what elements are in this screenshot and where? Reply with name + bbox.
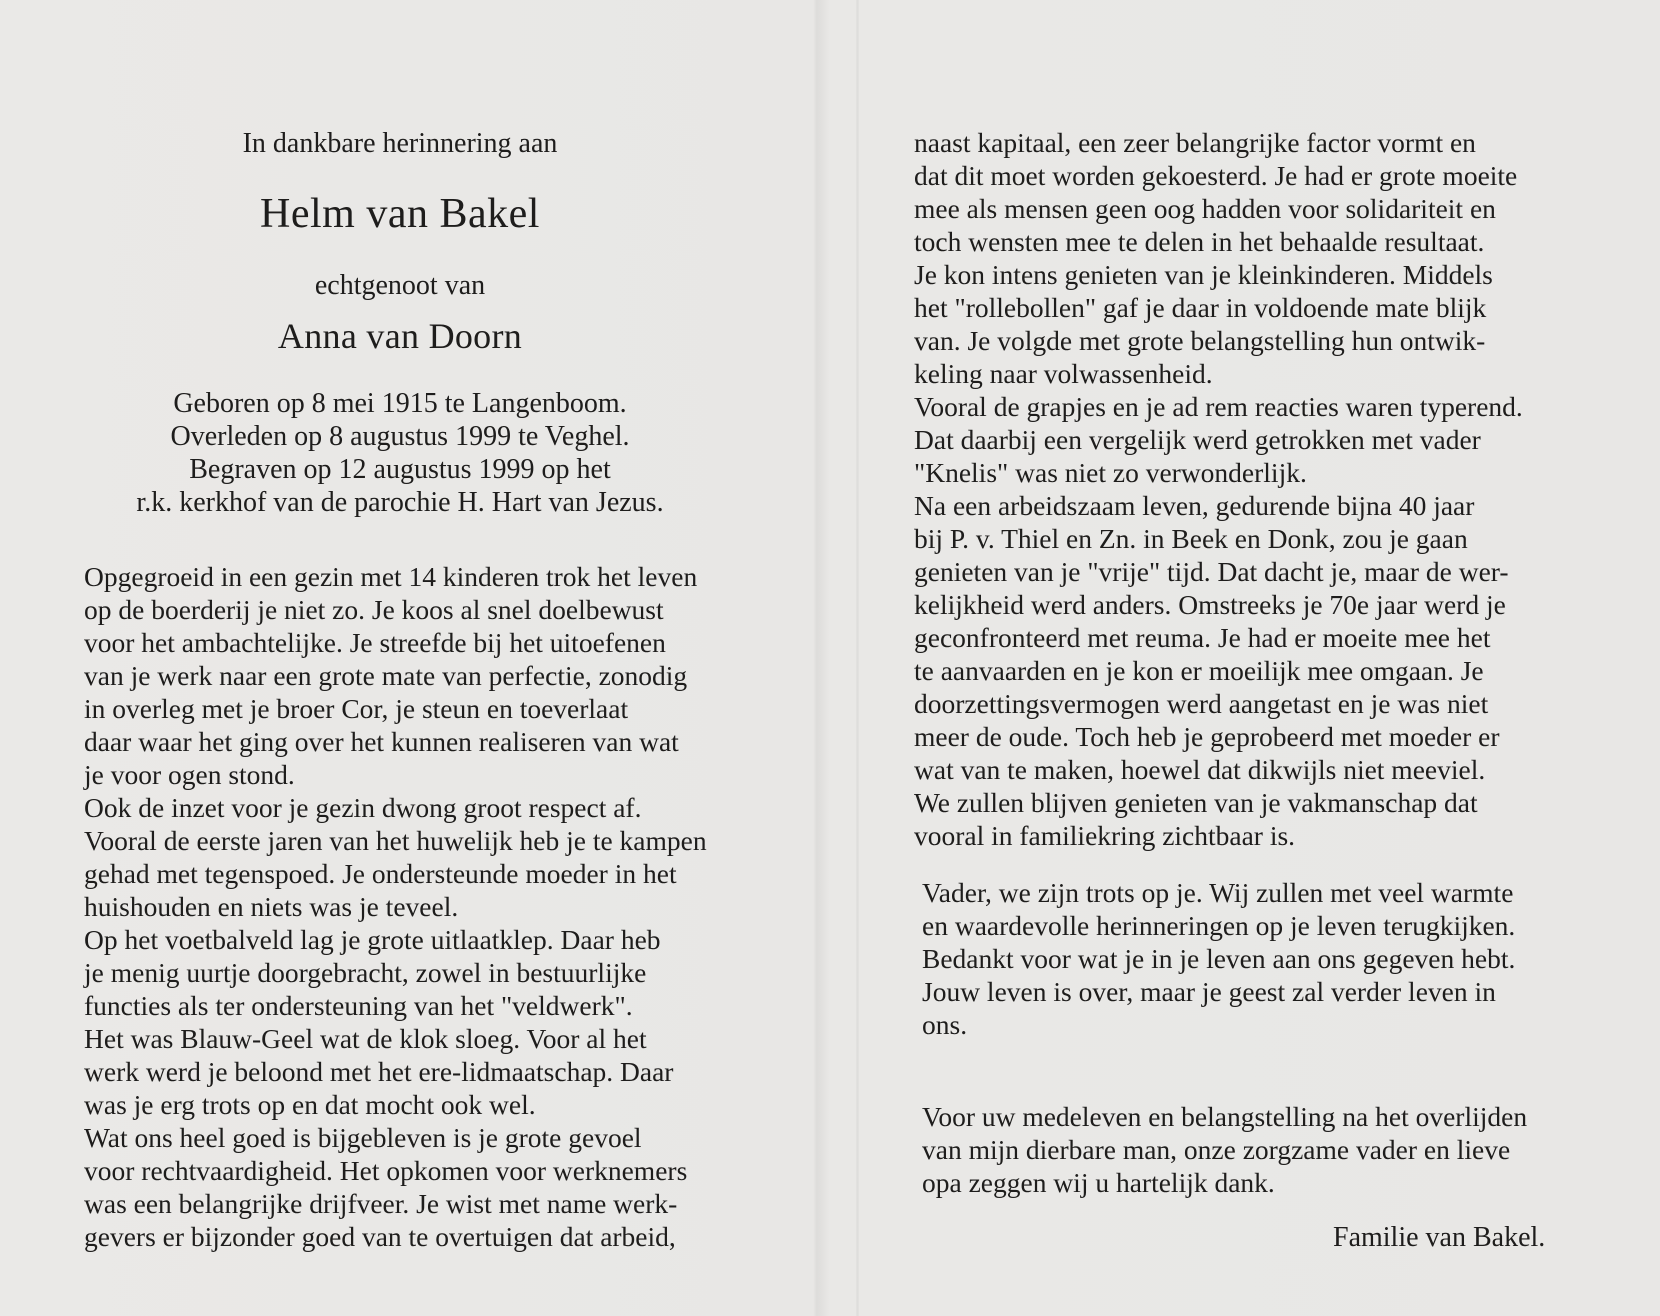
text-line: Na een arbeidszaam leven, gedurende bijna 40 jaar <box>914 490 1475 521</box>
life-facts <box>0 387 800 519</box>
text-line: bij P. v. Thiel en Zn. in Beek en Donk, zou je gaan <box>914 523 1468 554</box>
text-line: dat dit moet worden gekoesterd. Je had er grote moeite <box>914 160 1518 191</box>
spouse-name: Anna van Doorn <box>277 316 523 356</box>
intro-text: In dankbare herinnering aan <box>242 128 558 159</box>
death-line: Overleden op 8 augustus 1999 te Veghel. <box>170 421 630 452</box>
text-line: ons. <box>922 1009 968 1040</box>
text-line: toch wensten mee te delen in het behaalde resultaat. <box>914 226 1485 257</box>
text-line: gevers er bijzonder goed van te overtuigen dat arbeid, <box>84 1221 676 1252</box>
text-line: Vooral de eerste jaren van het huwelijk heb je te kampen <box>84 825 707 856</box>
text-line: in overleg met je broer Cor, je steun en toeverlaat <box>84 693 629 724</box>
biography-left <box>84 560 707 1253</box>
text-line: Bedankt voor wat je in je leven aan ons gegeven hebt. <box>922 943 1516 974</box>
text-line: was je erg trots op en dat mocht ook wel. <box>84 1089 536 1120</box>
thank-you-message <box>922 1100 1527 1199</box>
closing-message <box>922 876 1515 1041</box>
text-line: Het was Blauw-Geel wat de klok sloeg. Voor al het <box>84 1023 647 1054</box>
text-line: Vooral de grapjes en je ad rem reacties waren typerend. <box>914 391 1523 422</box>
text-line: huishouden en niets was je teveel. <box>84 891 459 922</box>
text-line: kelijkheid werd anders. Omstreeks je 70e jaar werd je <box>914 589 1506 620</box>
deceased-name: Helm van Bakel <box>260 191 540 237</box>
text-line: voor rechtvaardigheid. Het opkomen voor werknemers <box>84 1155 688 1186</box>
text-line: geconfronteerd met reuma. Je had er moeite mee het <box>914 622 1491 653</box>
text-line: was een belangrijke drijfveer. Je wist met name werk- <box>84 1188 678 1219</box>
text-line: Opgegroeid in een gezin met 14 kinderen trok het leven <box>84 561 698 592</box>
text-line: naast kapitaal, een zeer belangrijke factor vormt en <box>914 127 1476 158</box>
text-line: het "rollebollen" gaf je daar in voldoende mate blijk <box>914 292 1487 323</box>
text-line: keling naar volwassenheid. <box>914 358 1213 389</box>
text-line: je voor ogen stond. <box>84 759 295 790</box>
text-line: op de boerderij je niet zo. Je koos al snel doelbewust <box>84 594 664 625</box>
text-line: je menig uurtje doorgebracht, zowel in bestuurlijke <box>84 957 647 988</box>
text-line: doorzettingsvermogen werd aangetast en je was niet <box>914 688 1489 719</box>
text-line: Voor uw medeleven en belangstelling na het overlijden <box>922 1101 1528 1132</box>
text-line: mee als mensen geen oog hadden voor solidariteit en <box>914 193 1496 224</box>
text-line: van je werk naar een grote mate van perfectie, zonodig <box>84 660 688 691</box>
text-line: opa zeggen wij u hartelijk dank. <box>922 1167 1275 1198</box>
text-line: Vader, we zijn trots op je. Wij zullen met veel warmte <box>922 877 1514 908</box>
text-line: Wat ons heel goed is bijgebleven is je grote gevoel <box>84 1122 642 1153</box>
text-line: "Knelis" was niet zo verwonderlijk. <box>914 457 1307 488</box>
text-line: gehad met tegenspoed. Je ondersteunde moeder in het <box>84 858 677 889</box>
churchyard-line: r.k. kerkhof van de parochie H. Hart van Jezus. <box>136 487 664 518</box>
text-line: van. Je volgde met grote belangstelling hun ontwik- <box>914 325 1486 356</box>
text-line: functies als ter ondersteuning van het "veldwerk". <box>84 990 633 1021</box>
text-line: werk werd je beloond met het ere-lidmaatschap. Daar <box>84 1056 674 1087</box>
text-line: genieten van je "vrije" tijd. Dat dacht je, maar de wer- <box>914 556 1509 587</box>
text-line: meer de oude. Toch heb je geprobeerd met moeder er <box>914 721 1500 752</box>
text-line: Je kon intens genieten van je kleinkinderen. Middels <box>914 259 1493 290</box>
text-line: te aanvaarden en je kon er moeilijk mee omgaan. Je <box>914 655 1484 686</box>
text-line: wat van te maken, hoewel dat dikwijls niet meeviel. <box>914 754 1486 785</box>
text-line: We zullen blijven genieten van je vakmanschap dat <box>914 787 1478 818</box>
right-panel <box>858 0 1660 1316</box>
burial-line: Begraven op 12 augustus 1999 op het <box>189 454 611 485</box>
text-line: voor het ambachtelijke. Je streefde bij het uitoefenen <box>84 627 666 658</box>
text-line: vooral in familiekring zichtbaar is. <box>914 820 1296 851</box>
spouse-label: echtgenoot van <box>314 270 486 301</box>
family-signature: Familie van Bakel. <box>1333 1222 1546 1253</box>
text-line: van mijn dierbare man, onze zorgzame vader en lieve <box>922 1134 1511 1165</box>
text-line: en waardevolle herinneringen op je leven terugkijken. <box>922 910 1516 941</box>
text-line: Op het voetbalveld lag je grote uitlaatklep. Daar heb <box>84 924 661 955</box>
birth-line: Geboren op 8 mei 1915 te Langenboom. <box>173 388 627 419</box>
text-line: daar waar het ging over het kunnen realiseren van wat <box>84 726 679 757</box>
text-line: Dat daarbij een vergelijk werd getrokken met vader <box>914 424 1481 455</box>
text-line: Jouw leven is over, maar je geest zal verder leven in <box>922 976 1496 1007</box>
biography-right <box>914 126 1523 852</box>
text-line: Ook de inzet voor je gezin dwong groot respect af. <box>84 792 642 823</box>
